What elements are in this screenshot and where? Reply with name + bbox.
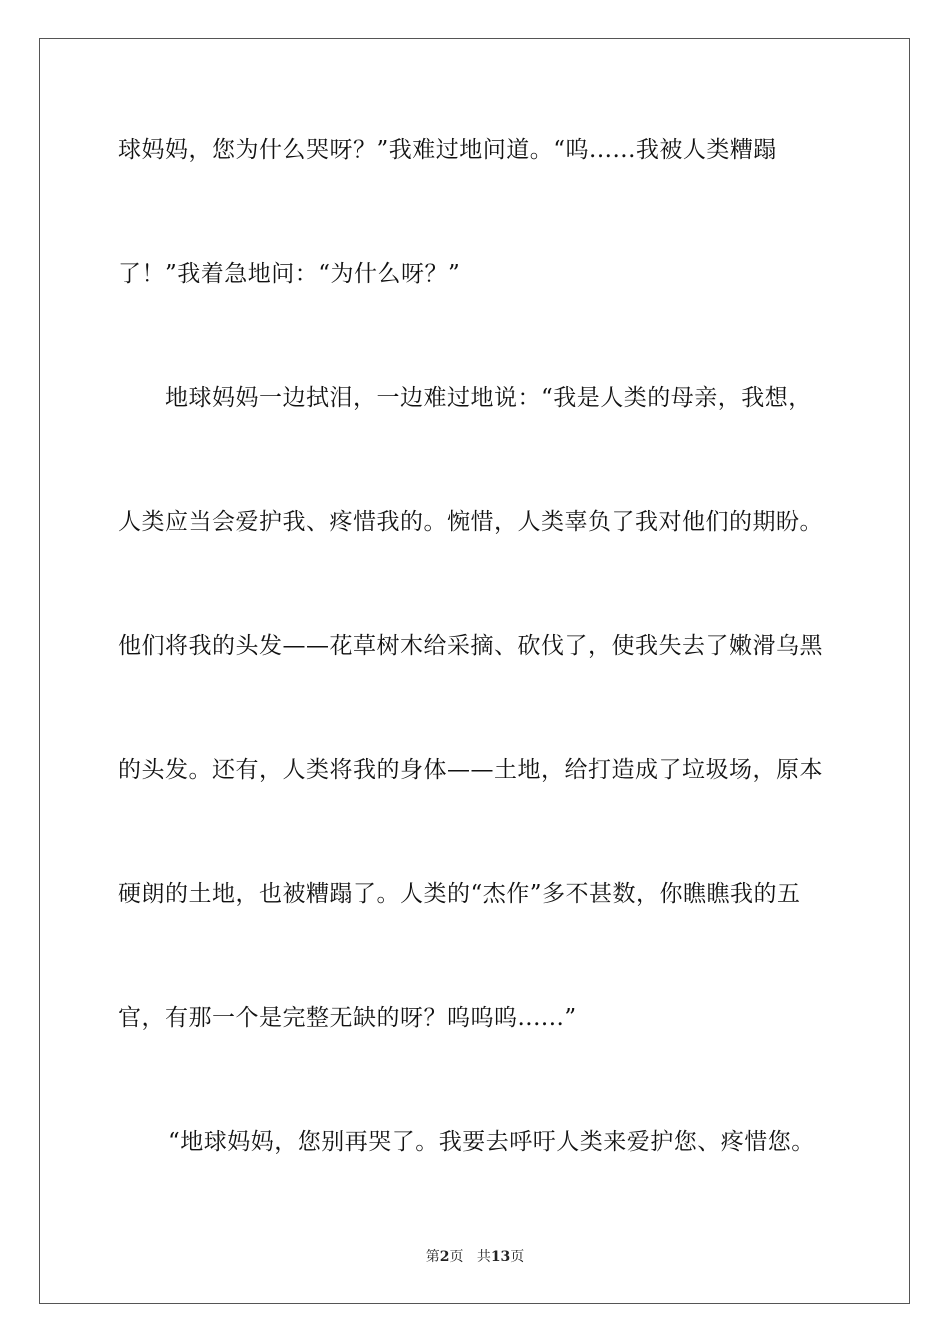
page-frame <box>39 38 910 1304</box>
text-line-9: “地球妈妈，您别再哭了。我要去呼吁人类来爱护您、疼惜您。 <box>168 1129 815 1155</box>
page-number: 2 <box>439 1249 450 1265</box>
page-suffix: 页 <box>449 1249 464 1265</box>
text-line-6: 的头发。还有，人类将我的身体——土地，给打造成了垃圾场，原本 <box>118 757 823 783</box>
text-line-8: 官，有那一个是完整无缺的呀？呜呜呜......” <box>118 1005 577 1031</box>
text-line-2: 了！”我着急地问：“为什么呀？” <box>118 261 461 287</box>
text-line-4: 人类应当会爱护我、疼惜我的。惋惜，人类辜负了我对他们的期盼。 <box>118 509 823 535</box>
text-line-5: 他们将我的头发——花草树木给采摘、砍伐了，使我失去了嫩滑乌黑 <box>118 633 823 659</box>
text-line-1: 球妈妈，您为什么哭呀？”我难过地问道。“呜......我被人类糟蹋 <box>118 137 777 163</box>
total-pages: 13 <box>490 1249 511 1265</box>
total-suffix: 页 <box>510 1249 525 1265</box>
total-prefix: 共 <box>476 1249 491 1265</box>
page-footer <box>0 1248 950 1266</box>
text-line-3: 地球妈妈一边拭泪，一边难过地说：“我是人类的母亲，我想， <box>165 385 812 411</box>
page-prefix: 第 <box>425 1249 440 1265</box>
text-line-7: 硬朗的土地，也被糟蹋了。人类的“杰作”多不甚数，你瞧瞧我的五 <box>118 881 801 907</box>
